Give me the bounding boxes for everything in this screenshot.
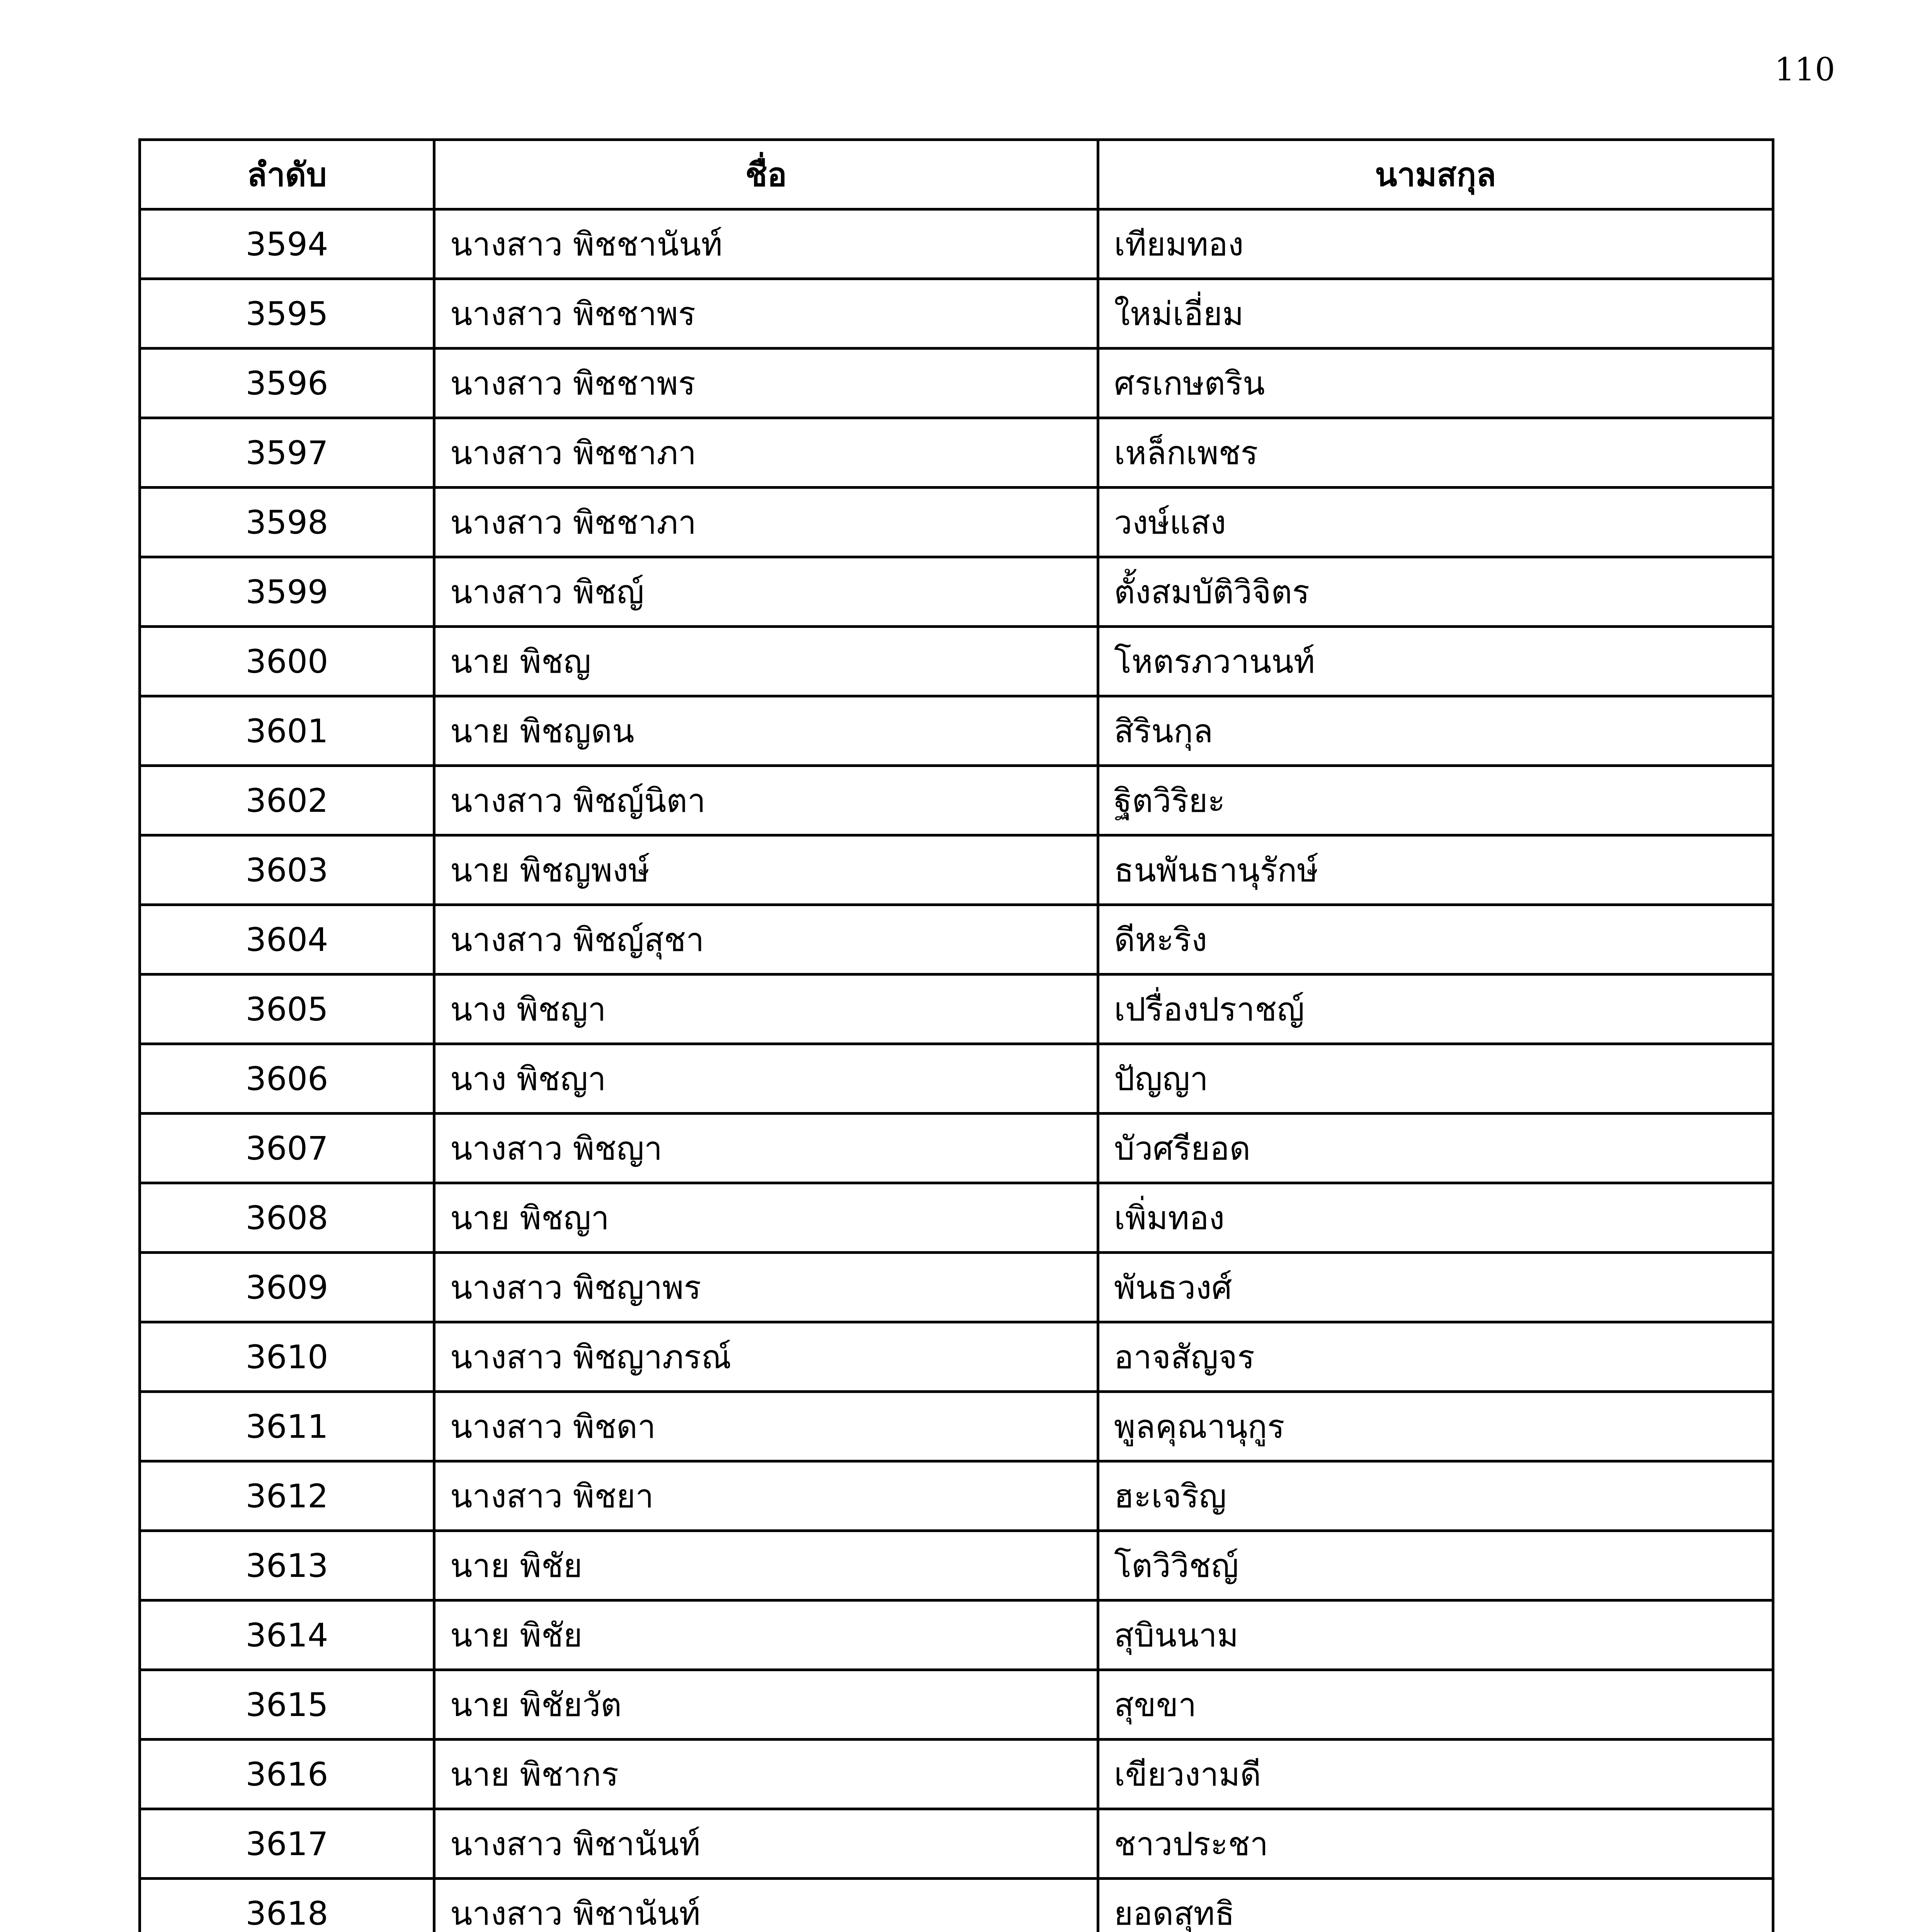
row-surname: วงษ์แสง [1098,488,1773,557]
row-number: 3599 [140,557,434,627]
row-name: นาง พิชญา [434,1044,1098,1114]
row-name: นางสาว พิชชาภา [434,488,1098,557]
row-number: 3608 [140,1183,434,1253]
row-name: นางสาว พิชานันท์ [434,1809,1098,1879]
table-row [140,418,1773,488]
table-row [140,1253,1773,1322]
table-row [140,1183,1773,1253]
row-number: 3614 [140,1600,434,1670]
header-name: ชื่อ [434,140,1098,209]
row-name: นาย พิชากร [434,1740,1098,1809]
table-row [140,627,1773,696]
row-number: 3612 [140,1461,434,1531]
row-surname: สุบินนาม [1098,1600,1773,1670]
row-surname: ศรเกษตริน [1098,349,1773,418]
row-surname: ฮะเจริญ [1098,1461,1773,1531]
row-number: 3606 [140,1044,434,1114]
table-body [140,209,1773,1932]
row-surname: สิรินกุล [1098,696,1773,766]
row-number: 3594 [140,209,434,279]
table-row [140,488,1773,557]
row-name: นางสาว พิชชาภา [434,418,1098,488]
row-surname: พันธวงศ์ [1098,1253,1773,1322]
row-number: 3618 [140,1879,434,1932]
row-name: นางสาว พิชชาพร [434,349,1098,418]
row-name: นาย พิชญดน [434,696,1098,766]
row-surname: ฐิตวิริยะ [1098,766,1773,835]
table-row [140,975,1773,1044]
page-number: 110 [1774,51,1835,88]
row-name: นางสาว พิชญา [434,1114,1098,1183]
row-name: นาย พิชญ [434,627,1098,696]
row-number: 3607 [140,1114,434,1183]
roster-table [138,138,1774,1932]
row-number: 3595 [140,279,434,349]
row-name: นาง พิชญา [434,975,1098,1044]
row-surname: เขียวงามดี [1098,1740,1773,1809]
table-row [140,1044,1773,1114]
row-surname: ชาวประชา [1098,1809,1773,1879]
row-name: นาย พิชัยวัต [434,1670,1098,1740]
row-name: นางสาว พิชญ์ [434,557,1098,627]
row-name: นาย พิชัย [434,1600,1098,1670]
row-surname: ดีหะริง [1098,905,1773,975]
row-name: นาย พิชญา [434,1183,1098,1253]
table-row [140,1879,1773,1932]
row-number: 3615 [140,1670,434,1740]
row-surname: ธนพันธานุรักษ์ [1098,835,1773,905]
row-name: นางสาว พิชญาภรณ์ [434,1322,1098,1392]
table-row [140,835,1773,905]
row-number: 3609 [140,1253,434,1322]
row-surname: เหล็กเพชร [1098,418,1773,488]
row-surname: เปรื่องปราชญ์ [1098,975,1773,1044]
table-row [140,1809,1773,1879]
row-surname: สุขขา [1098,1670,1773,1740]
row-number: 3611 [140,1392,434,1461]
row-surname: โหตรภวานนท์ [1098,627,1773,696]
row-number: 3613 [140,1531,434,1600]
table-row [140,1461,1773,1531]
table-row [140,209,1773,279]
row-name: นาย พิชญพงษ์ [434,835,1098,905]
row-name: นางสาว พิชชาพร [434,279,1098,349]
header-surname: นามสกุล [1098,140,1773,209]
row-surname: อาจสัญจร [1098,1322,1773,1392]
row-number: 3598 [140,488,434,557]
row-surname: บัวศรียอด [1098,1114,1773,1183]
row-number: 3610 [140,1322,434,1392]
table-row [140,1670,1773,1740]
row-surname: พูลคุณานุกูร [1098,1392,1773,1461]
row-name: นางสาว พิชญ์สุชา [434,905,1098,975]
table-row [140,766,1773,835]
row-name: นางสาว พิชานันท์ [434,1879,1098,1932]
row-surname: ใหม่เอี่ยม [1098,279,1773,349]
row-name: นางสาว พิชยา [434,1461,1098,1531]
row-number: 3604 [140,905,434,975]
row-name: นางสาว พิชดา [434,1392,1098,1461]
table-row [140,1114,1773,1183]
row-number: 3617 [140,1809,434,1879]
row-name: นาย พิชัย [434,1531,1098,1600]
header-row [140,140,1773,209]
row-surname: ยอดสุทธิ [1098,1879,1773,1932]
table-row [140,279,1773,349]
table-row [140,1740,1773,1809]
row-surname: เทียมทอง [1098,209,1773,279]
row-surname: ปัญญา [1098,1044,1773,1114]
table-row [140,1322,1773,1392]
table-row [140,696,1773,766]
row-number: 3600 [140,627,434,696]
row-number: 3603 [140,835,434,905]
row-surname: ตั้งสมบัติวิจิตร [1098,557,1773,627]
row-number: 3597 [140,418,434,488]
table-row [140,905,1773,975]
row-name: นางสาว พิชญาพร [434,1253,1098,1322]
table-header [140,140,1773,209]
row-surname: โตวิวิชญ์ [1098,1531,1773,1600]
table-row [140,349,1773,418]
row-number: 3596 [140,349,434,418]
row-number: 3602 [140,766,434,835]
table-row [140,1600,1773,1670]
row-number: 3616 [140,1740,434,1809]
row-number: 3605 [140,975,434,1044]
table-row [140,1531,1773,1600]
row-name: นางสาว พิชญ์นิตา [434,766,1098,835]
header-no: ลำดับ [140,140,434,209]
table-row [140,1392,1773,1461]
table-row [140,557,1773,627]
row-number: 3601 [140,696,434,766]
row-name: นางสาว พิชชานันท์ [434,209,1098,279]
row-surname: เพิ่มทอง [1098,1183,1773,1253]
